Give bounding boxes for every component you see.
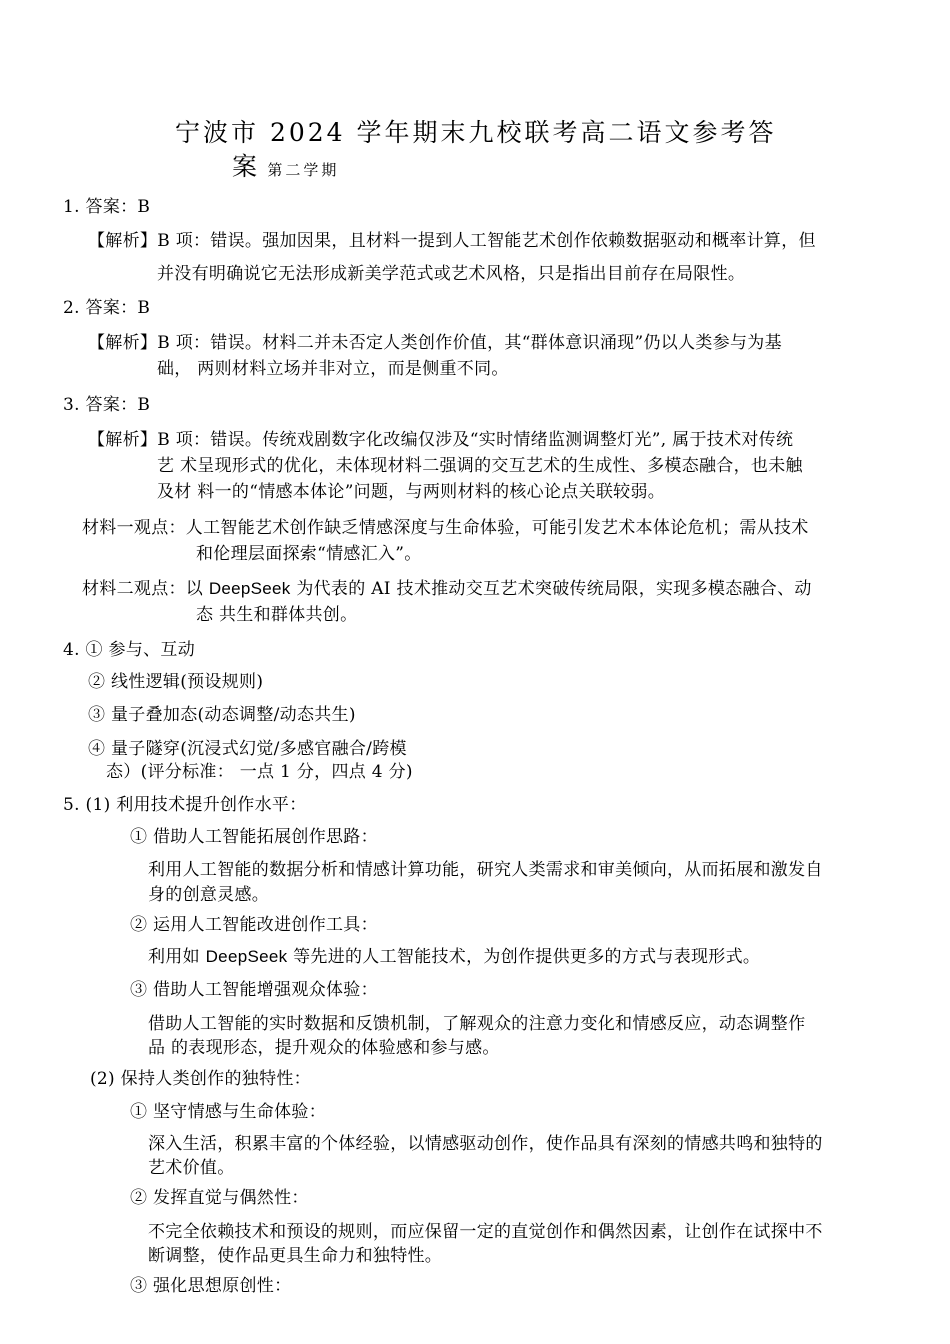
deepseek-brand: DeepSeek [208, 579, 291, 598]
q5-1c-body-line1: 借助人工智能的实时数据和反馈机制，了解观众的注意力变化和情感反应，动态调整作 [148, 1014, 806, 1034]
q4-point-4: ④ 量子隧穿(沉浸式幻觉/多感官融合/跨模 [88, 739, 407, 759]
material-one-view-line2: 和伦理层面探索“情感汇入”。 [196, 544, 422, 564]
q4-point-1: 4. ① 参与、互动 [63, 640, 196, 660]
q5-1a-body-line1: 利用人工智能的数据分析和情感计算功能，研究人类需求和审美倾向，从而拓展和激发自 [148, 860, 823, 880]
q2-analysis-line2: 础， 两则材料立场并非对立，而是侧重不同。 [157, 359, 509, 379]
material-two-label: 材料二观点：以 [82, 579, 209, 599]
q3-analysis-line2: 艺 术呈现形式的优化，未体现材料二强调的交互艺术的生成性、多模态融合，也未触 [157, 456, 803, 476]
q3-analysis-line3: 及材 料一的“情感本体论”问题，与两则材料的核心论点关联较弱。 [157, 482, 666, 502]
q5-2a-heading: ① 坚守情感与生命体验： [130, 1102, 327, 1122]
page-title: 宁波市 2024 学年期末九校联考高二语文参考答 [175, 118, 777, 147]
q5-part2-heading: (2) 保持人类创作的独特性： [90, 1069, 311, 1089]
q5-2a-body-line2: 艺术价值。 [148, 1158, 235, 1178]
q1-analysis-line2: 并没有明确说它无法形成新美学范式或艺术风格，只是指出目前存在局限性。 [157, 264, 746, 284]
q5-1a-heading: ① 借助人工智能拓展创作思路： [130, 827, 378, 847]
deepseek-brand: DeepSeek [205, 947, 288, 966]
q1-analysis-line1: 【解析】B 项：错误。强加因果，且材料一提到人工智能艺术创作依赖数据驱动和概率计算，但 [88, 231, 816, 251]
q1-answer: 1. 答案：B [63, 197, 151, 217]
q5-1b-text: 等先进的人工智能技术，为创作提供更多的方式与表现形式。 [287, 947, 761, 967]
q3-answer: 3. 答案：B [63, 395, 151, 415]
q5-2b-heading: ② 发挥直觉与偶然性： [130, 1188, 309, 1208]
q2-answer: 2. 答案：B [63, 298, 151, 318]
q4-point-2: ② 线性逻辑(预设规则) [88, 672, 264, 692]
q5-2b-body-line2: 断调整，使作品更具生命力和独特性。 [148, 1246, 443, 1266]
q5-1c-body-line2: 品 的表现形态，提升观众的体验感和参与感。 [148, 1038, 500, 1058]
q5-1b-heading: ② 运用人工智能改进创作工具： [130, 915, 378, 935]
q4-point-3: ③ 量子叠加态(动态调整/动态共生) [88, 705, 356, 725]
q5-2c-heading: ③ 强化思想原创性： [130, 1276, 292, 1296]
q4-scoring: 态）(评分标准： 一点 1 分，四点 4 分) [106, 762, 413, 782]
page-title-continued [232, 152, 339, 185]
q5-1c-heading: ③ 借助人工智能增强观众体验： [130, 980, 378, 1000]
material-two-view-line1 [82, 578, 812, 600]
q5-2a-body-line1: 深入生活，积累丰富的个体经验，以情感驱动创作，使作品具有深刻的情感共鸣和独特的 [148, 1134, 823, 1154]
q3-analysis-line1: 【解析】B 项：错误。传统戏剧数字化改编仅涉及“实时情绪监测调整灯光”, 属于技术对传统 [88, 430, 794, 450]
q2-analysis-line1: 【解析】B 项：错误。材料二并未否定人类创作价值，其“群体意识涌现”仍以人类参与为基 [88, 333, 782, 353]
q5-1a-body-line2: 身的创意灵感。 [148, 885, 270, 905]
term-label: 第二学期 [267, 161, 340, 179]
q5-2b-body-line1: 不完全依赖技术和预设的规则，而应保留一定的直觉创作和偶然因素，让创作在试探中不 [148, 1222, 823, 1242]
material-two-text: 为代表的 AI 技术推动交互艺术突破传统局限，实现多模态融合、动 [290, 579, 812, 599]
q5-part1-heading: 5. (1) 利用技术提升创作水平： [63, 795, 307, 815]
q5-1b-prefix: 利用如 [148, 947, 206, 967]
q5-1b-body [148, 946, 760, 968]
material-two-view-line2: 态 共生和群体共创。 [196, 605, 358, 625]
material-one-view-line1: 材料一观点：人工智能艺术创作缺乏情感深度与生命体验，可能引发艺术本体论危机；需从技术 [82, 518, 809, 538]
page-title-tail: 案 [232, 152, 258, 181]
